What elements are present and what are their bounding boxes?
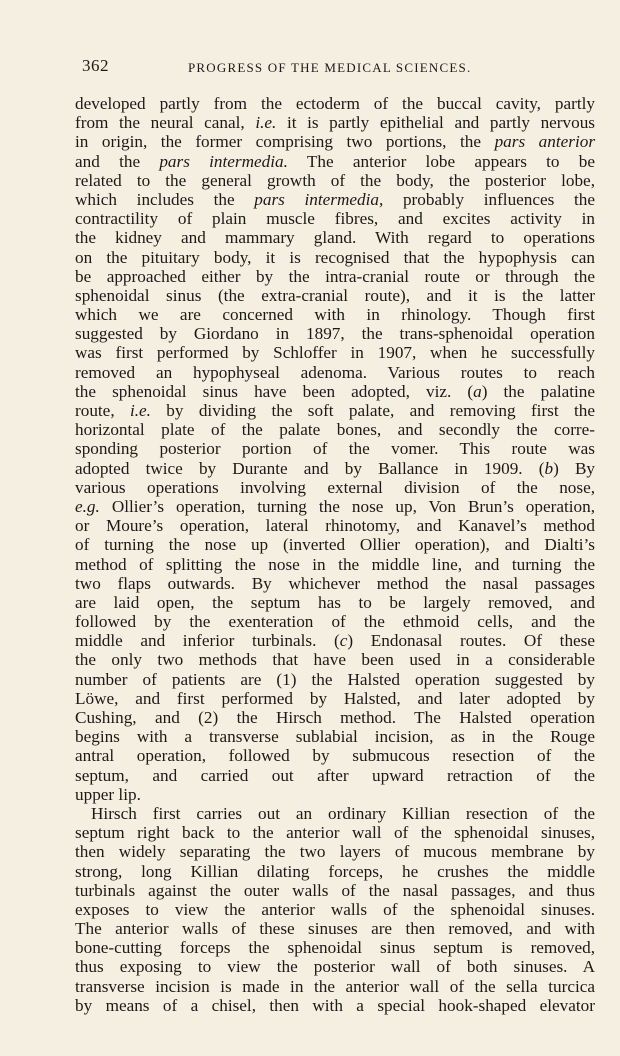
text-run: ) Endonasal routes. Of these bbox=[347, 631, 595, 651]
text-run: middle and inferior turbinals. ( bbox=[75, 631, 340, 651]
body-text bbox=[75, 94, 595, 1015]
text-run: route, bbox=[75, 401, 130, 420]
text-line bbox=[75, 401, 595, 420]
text-run: was first performed by Schloffer in 1907, when he successfully bbox=[75, 343, 595, 363]
text-line bbox=[75, 689, 595, 708]
italic-text: i.e. bbox=[129, 401, 151, 420]
text-run: suggested by Giordano in 1897, the trans-sphenoidal operation bbox=[75, 324, 595, 344]
text-line bbox=[75, 209, 595, 228]
text-run: the kidney and mammary gland. With regard to operations bbox=[75, 228, 595, 248]
text-run: of turning the nose up (inverted Ollier operation), and Dialti’s bbox=[75, 535, 595, 555]
text-run: turbinals against the outer walls of the nasal passages, and thus bbox=[75, 880, 595, 900]
text-line bbox=[75, 708, 595, 727]
text-run: two flaps outwards. By whichever method the nasal passages bbox=[75, 573, 595, 593]
text-line bbox=[75, 286, 595, 305]
text-run: Hirsch first carries out an ordinary Killian resection of the bbox=[91, 803, 595, 823]
italic-text: b bbox=[544, 458, 554, 478]
text-run: strong, long Killian dilating forceps, he crushes the middle bbox=[75, 861, 595, 881]
text-line bbox=[75, 612, 595, 631]
text-run: followed by the exenteration of the ethmoid cells, and the bbox=[75, 612, 595, 632]
text-run: number of patients are (1) the Halsted operation suggested by bbox=[75, 669, 595, 689]
text-line bbox=[75, 938, 595, 957]
text-line bbox=[75, 228, 595, 247]
text-run: Ollier’s operation, turning the nose up, Von Brun’s operation, bbox=[99, 496, 595, 516]
text-line bbox=[75, 631, 595, 650]
text-run: are laid open, the septum has to be largely removed, and bbox=[75, 592, 595, 612]
text-line bbox=[75, 267, 595, 286]
text-line bbox=[75, 363, 595, 382]
text-line bbox=[75, 823, 595, 842]
text-run: or Moure’s operation, lateral rhinotomy, and Kanavel’s method bbox=[75, 516, 595, 536]
text-line bbox=[75, 996, 595, 1015]
text-line bbox=[75, 766, 595, 785]
text-line bbox=[75, 804, 595, 823]
text-run: removed an hypophyseal adenoma. Various routes to reach bbox=[75, 362, 595, 382]
text-line bbox=[75, 746, 595, 765]
text-run: be approached either by the intra-cranial route or through the bbox=[75, 266, 595, 286]
text-run: related to the general growth of the body, the posterior lobe, bbox=[75, 170, 595, 190]
italic-text: pars intermedia, bbox=[254, 189, 384, 209]
text-run: from the neural canal, bbox=[75, 113, 256, 133]
text-line bbox=[75, 420, 595, 439]
text-run: ) the palatine bbox=[481, 381, 595, 401]
text-run: and the bbox=[75, 151, 160, 171]
text-run: by dividing the soft palate, and removing first the bbox=[150, 401, 595, 420]
text-run: sphenoidal sinus (the extra-cranial route), and it is the latter bbox=[75, 285, 595, 305]
text-run: various operations involving external division of the nose, bbox=[75, 477, 595, 497]
text-run: Löwe, and first performed by Halsted, and later adopted by bbox=[75, 688, 595, 708]
italic-text: e.g. bbox=[75, 496, 100, 516]
text-run: The anterior walls of these sinuses are then removed, and with bbox=[75, 919, 595, 939]
text-line bbox=[75, 382, 595, 401]
text-run: probably influences the bbox=[383, 189, 596, 209]
text-line bbox=[75, 977, 595, 996]
text-run: transverse incision is made in the anterior wall of the sella turcica bbox=[75, 976, 595, 996]
text-line bbox=[75, 248, 595, 267]
text-run: septum right back to the anterior wall of the sphenoidal sinuses, bbox=[75, 823, 595, 843]
text-line bbox=[75, 900, 595, 919]
text-line bbox=[75, 957, 595, 976]
text-line bbox=[75, 919, 595, 938]
italic-text: pars anterior bbox=[494, 132, 596, 152]
text-line bbox=[75, 439, 595, 458]
text-line bbox=[75, 305, 595, 324]
text-run: septum, and carried out after upward retraction of the bbox=[75, 765, 595, 785]
text-line bbox=[75, 94, 595, 113]
text-run: the only two methods that have been used in a considerable bbox=[75, 650, 595, 670]
text-run: antral operation, followed by submucous resection of the bbox=[75, 746, 595, 766]
text-run: upper lip. bbox=[75, 784, 141, 804]
text-line bbox=[75, 785, 595, 804]
text-run: sponding posterior portion of the vomer. This route was bbox=[75, 439, 595, 459]
text-line bbox=[75, 343, 595, 362]
text-run: adopted twice by Durante and by Ballance in 1909. ( bbox=[75, 458, 545, 478]
text-run: bone-cutting forceps the sphenoidal sinus septum is removed, bbox=[75, 938, 595, 958]
italic-text: a bbox=[473, 381, 482, 401]
running-head bbox=[82, 56, 596, 80]
text-line bbox=[75, 881, 595, 900]
text-run: method of splitting the nose in the middle line, and turning the bbox=[75, 554, 595, 574]
text-run: horizontal plate of the palate bones, and secondly the corre- bbox=[75, 420, 595, 440]
italic-text: c bbox=[339, 631, 348, 651]
text-line bbox=[75, 842, 595, 861]
text-line bbox=[75, 535, 595, 554]
text-run: contractility of plain muscle fibres, and excites activity in bbox=[75, 209, 595, 229]
italic-text: pars intermedia. bbox=[159, 151, 288, 171]
text-line bbox=[75, 459, 595, 478]
text-run: begins with a transverse sublabial incision, as in the Rouge bbox=[75, 727, 595, 747]
running-title: PROGRESS OF THE MEDICAL SCIENCES. bbox=[188, 60, 472, 75]
text-line bbox=[75, 497, 595, 516]
text-run: ) By bbox=[553, 458, 595, 478]
text-line bbox=[75, 727, 595, 746]
text-line bbox=[75, 171, 595, 190]
text-line bbox=[75, 862, 595, 881]
text-line bbox=[75, 593, 595, 612]
text-line bbox=[75, 190, 595, 209]
text-run: then widely separating the two layers of mucous membrane by bbox=[75, 842, 595, 862]
text-run: developed partly from the ectoderm of the buccal cavity, partly bbox=[75, 94, 595, 113]
text-run: Cushing, and (2) the Hirsch method. The Halsted operation bbox=[75, 708, 595, 727]
page-number: 362 bbox=[82, 56, 109, 75]
text-line bbox=[75, 132, 595, 151]
text-run: thus exposing to view the posterior wall of both sinuses. A bbox=[75, 957, 595, 977]
text-line bbox=[75, 555, 595, 574]
text-run: it is partly epithelial and partly nervous bbox=[276, 113, 595, 133]
text-run: on the pituitary body, it is recognised that the hypophysis can bbox=[75, 247, 595, 267]
text-line bbox=[75, 113, 595, 132]
text-line bbox=[75, 650, 595, 669]
text-run: in origin, the former comprising two portions, the bbox=[75, 132, 495, 152]
text-line bbox=[75, 324, 595, 343]
text-run: The anterior lobe appears to be bbox=[287, 151, 595, 171]
text-run: by means of a chisel, then with a special hook-shaped elevator bbox=[75, 995, 595, 1015]
text-line bbox=[75, 478, 595, 497]
text-line bbox=[75, 516, 595, 535]
text-run: which we are concerned with in rhinology. Though first bbox=[75, 305, 595, 325]
text-run: the sphenoidal sinus have been adopted, viz. ( bbox=[75, 381, 474, 401]
text-run: which includes the bbox=[75, 189, 255, 209]
italic-text: i.e. bbox=[255, 113, 277, 133]
text-line bbox=[75, 152, 595, 171]
text-run: exposes to view the anterior walls of the sphenoidal sinuses. bbox=[75, 899, 595, 919]
text-line bbox=[75, 670, 595, 689]
text-line bbox=[75, 574, 595, 593]
